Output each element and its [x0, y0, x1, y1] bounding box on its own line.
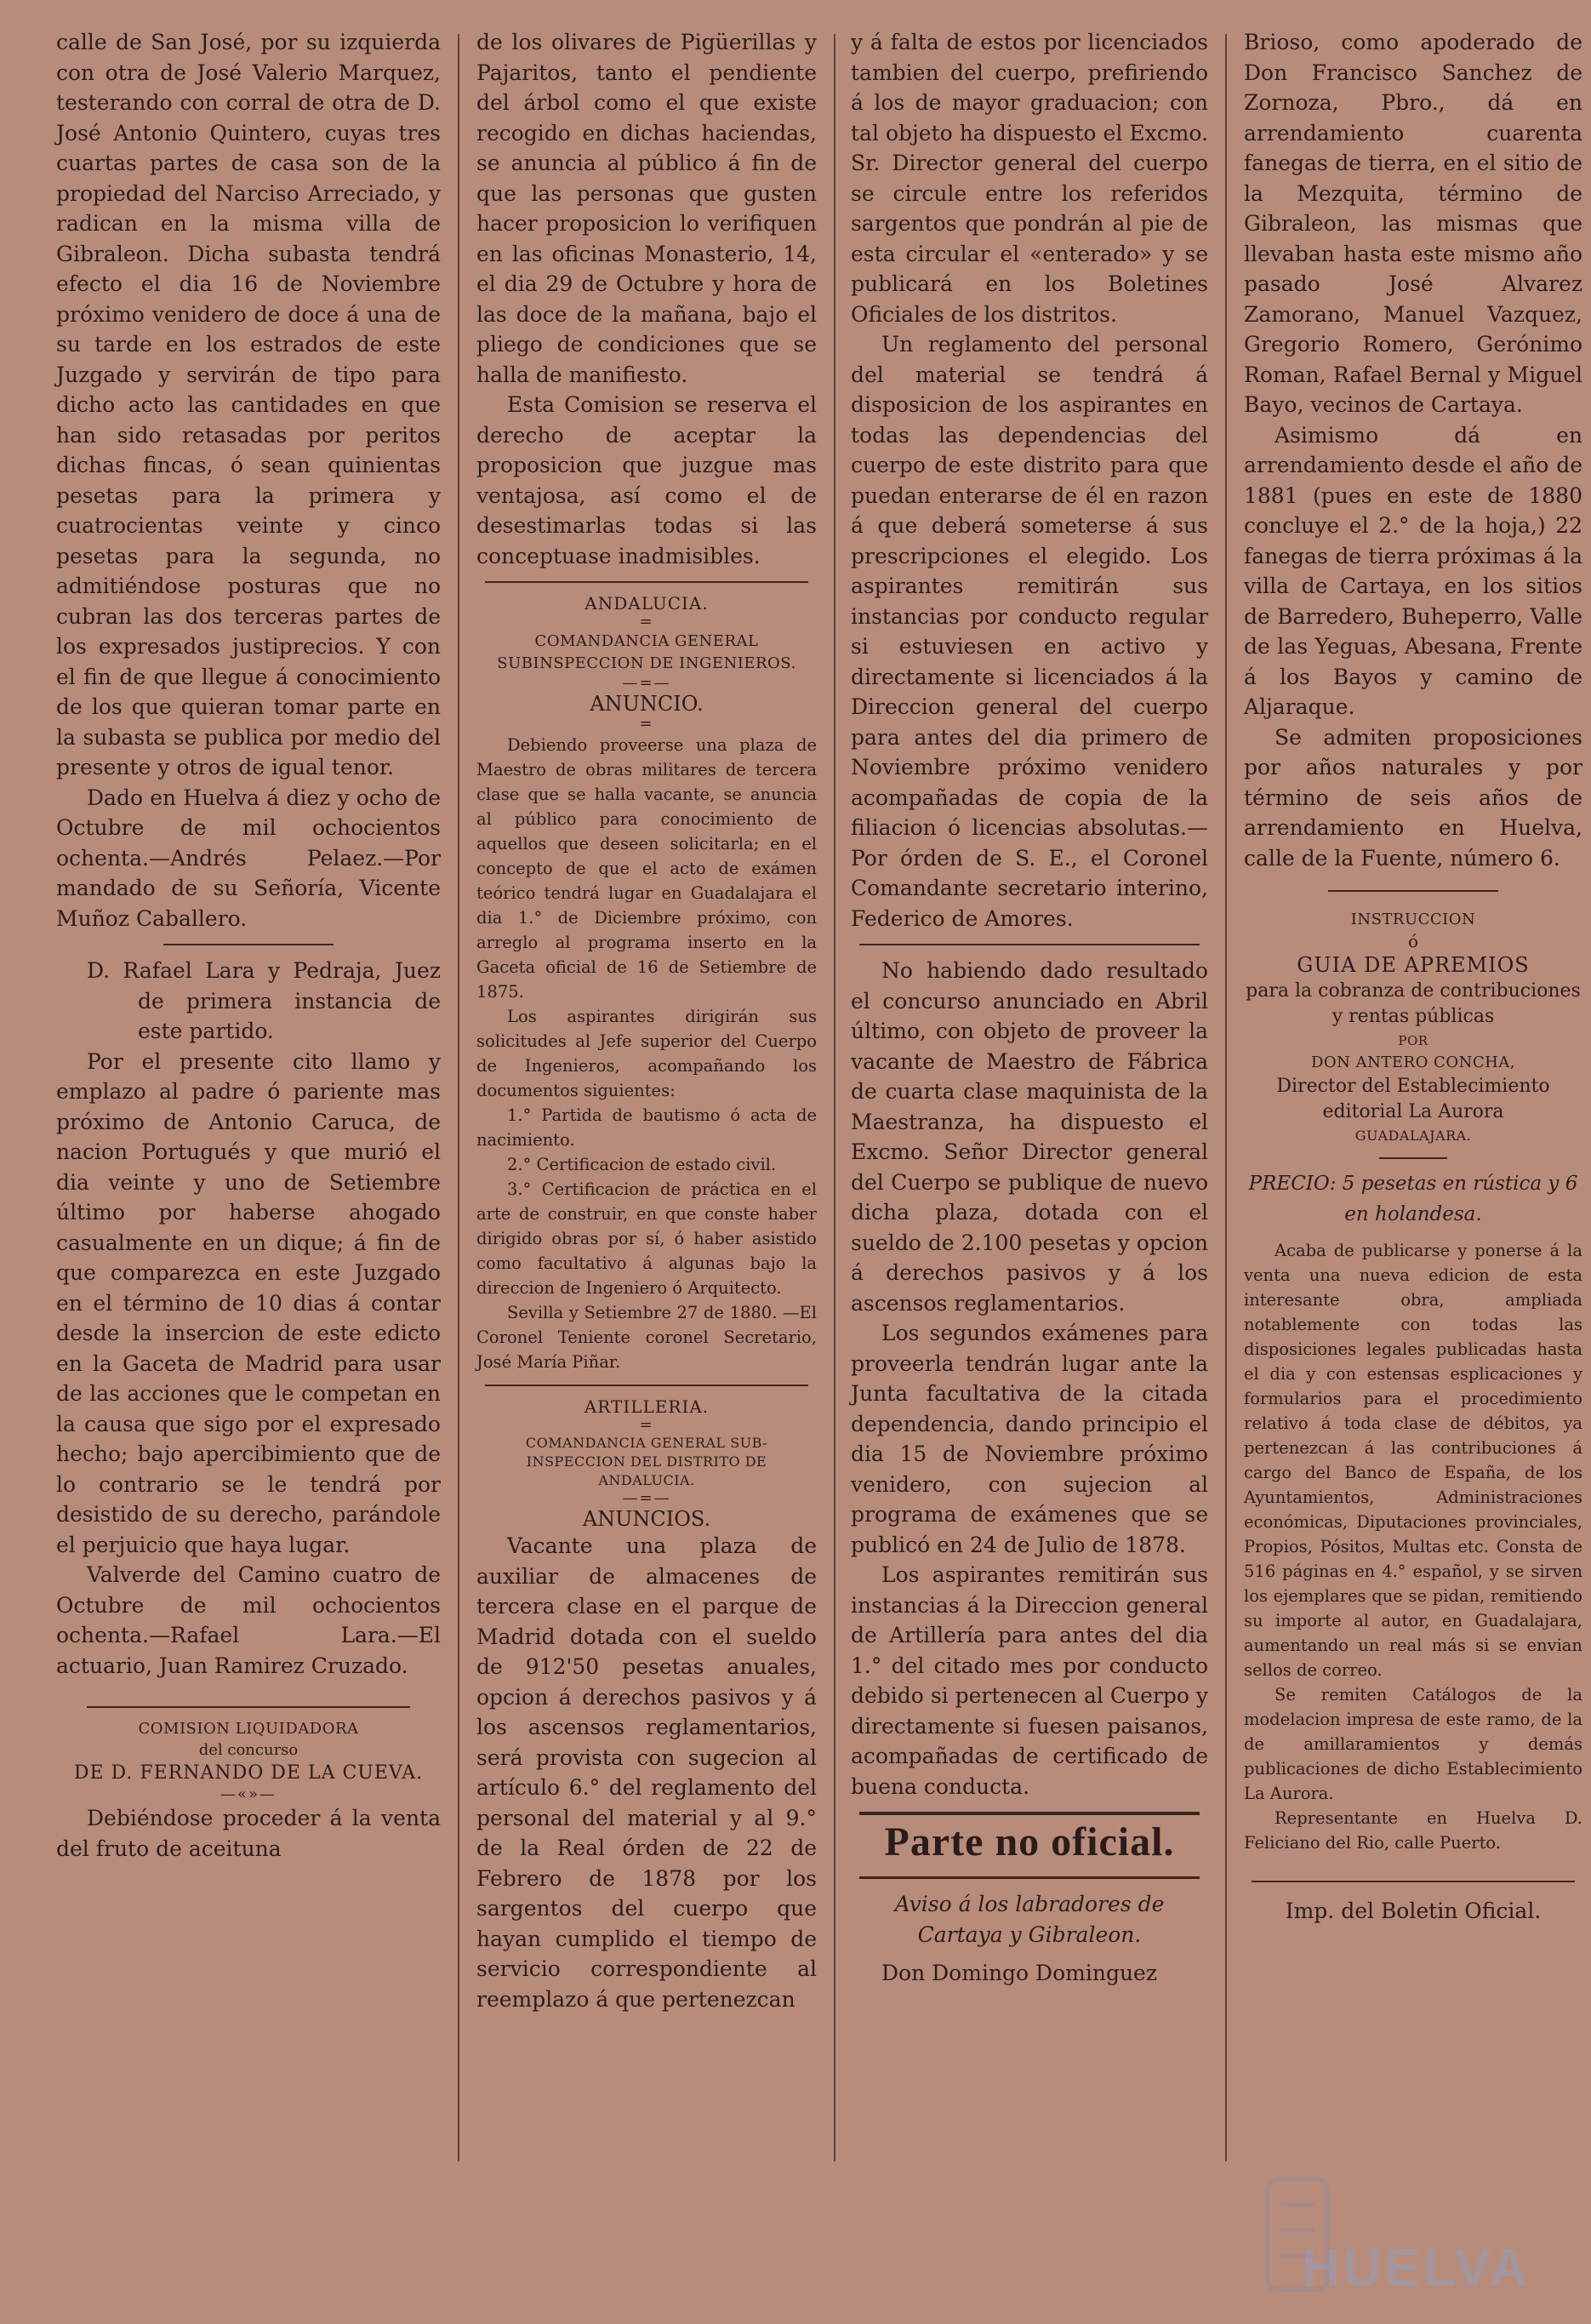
col4-text: Representante en Huelva D. Feliciano del Rio, calle Puerto. [1244, 1808, 1582, 1853]
divider [1328, 890, 1498, 892]
divider [163, 944, 334, 945]
divider [1379, 1157, 1447, 1159]
price: PRECIO: 5 pesetas en rústica y 6 en holandesa. [1248, 1173, 1578, 1225]
heading: para la cobranza de contribuciones y rentas públicas [1246, 980, 1581, 1027]
heading: ARTILLERIA. [584, 1396, 710, 1417]
col2-text: Vacante una plaza de auxiliar de almacenes de tercera clase en el parque de Madrid dotada con el sueldo de 912'50 pesetas anuales, opcion á derechos pasivos y á los ascensos reglamentarios, será provista con sugecion al artículo 6.° del reglamento del personal del material y al 9.° de la Real órden de 22 de Febrero de 1878 por los sargentos del cuerpo que hayan cumplido el tiempo de servicio correspondiente al reemplazo á que pertenezcan [476, 1533, 817, 2012]
col2-text: Esta Comision se reserva el derecho de aceptar la proposicion que juzgue mas ventajosa, así como el de desestimarlas todas si las conceptuase inadmisibles. [476, 392, 817, 568]
heading: Director del Establecimiento editorial La Aurora [1276, 1076, 1550, 1122]
divider [859, 944, 1200, 945]
divider [859, 1876, 1200, 1879]
printer-imprint: Imp. del Boletin Oficial. [1285, 1899, 1542, 1923]
col4-text: Acaba de publicarse y ponerse á la venta una nueva edicion de esta interesante obra, ampliada notablemente con todas las disposiciones legales publicadas hasta el dia y con estensas esplicaciones y formularios para el procedimiento relativo á toda clase de débitos, ya pertenezcan á las contribuciones á cargo del Banco de España, de los Ayuntamientos, Administraciones económicas, Diputaciones provinciales, Propios, Pósitos, Multas etc. Consta de 516 páginas en 4.° español, y se sirven los ejemplares que se pidan, remitiendo su importe al autor, en Guadalajara, aumentando un real más si se envian sellos de correo. [1244, 1241, 1582, 1680]
heading: INSTRUCCION [1350, 911, 1476, 928]
list-item: 3.° Certificacion de práctica en el arte de construir, en que conste haber dirigido obras por sí, ó haber asistido como facultativo á algunas bajo la direccion de Ingeniero ó Arquitecto. [476, 1179, 817, 1298]
col3-text: Los segundos exámenes para proveerla tendrán lugar ante la Junta facultativa de la citada dependencia, dando principio el dia 15 de Noviembre próximo venidero, con sujecion al programa de exámenes que se publicó en 24 de Julio de 1878. [851, 1321, 1208, 1557]
col1-text: Debiéndose proceder á la venta del fruto de aceituna [56, 1806, 441, 1861]
col4-text: Brioso, como apoderado de Don Francisco Sanchez de Zornoza, Pbro., dá en arrendamiento cuarenta fanegas de tierra, en el sitio de la Mezquita, término de Gibraleon, las mismas que llevaban hasta este mismo año pasado José Alvarez Zamorano, Manuel Vazquez, Gregorio Romero, Gerónimo Roman, Rafael Bernal y Miguel Bayo, vecinos de Cartaya. [1244, 30, 1582, 417]
section-title: Parte no oficial. [884, 1819, 1175, 1864]
list-item: 1.° Partida de bautismo ó acta de nacimiento. [476, 1105, 817, 1150]
separator: = [639, 1416, 654, 1434]
col4-text: Asimismo dá en arrendamiento desde el año de 1881 (pues en este de 1880 concluye el 2.° de la hoja,) 22 fanegas de tierra próximas á la villa de Cartaya, en los sitios de Barredero, Buheperro, Valle de las Yeguas, Abesana, Frente á los Bayos y camino de Aljaraque. [1244, 422, 1582, 719]
column-rule [458, 34, 459, 2161]
divider [87, 1706, 410, 1708]
column-rule [1225, 34, 1227, 2161]
col3-text: Los aspirantes remitirán sus instancias á la Direccion general de Artillería para antes del dia 1.° del citado mes por conducto debido si pertenecen al Cuerpo y directamente si fuesen paisanos, acompañadas de certificado de buena conducta. [851, 1562, 1208, 1799]
divider [1252, 1881, 1575, 1882]
separator: = [639, 715, 654, 733]
heading: POR [1398, 1033, 1428, 1048]
col3-text: No habiendo dado resultado el concurso anunciado en Abril último, con objeto de proveer la vacante de Maestro de Fábrica de cuarta clase maquinista de la Maestranza, ha dispuesto el Excmo. Señor Director general del Cuerpo se publique de nuevo dicha plaza, dotada con el sueldo de 2.100 pesetas y opcion á derechos pasivos y á los ascensos reglamentarios. [851, 958, 1208, 1316]
column-4 [1244, 27, 1582, 1927]
heading: ANUNCIOS. [582, 1507, 711, 1531]
column-2 [476, 27, 817, 2014]
heading: ANUNCIO. [590, 692, 704, 716]
col2-text: Debiendo proveerse una plaza de Maestro de obras militares de tercera clase que se halla vacante, se anuncia al público para conocimiento de aquellos que deseen solicitarla; en el concepto de que el acto de exámen teórico tendrá lugar en Guadalajara el dia 1.° de Diciembre próximo, con arreglo al programa inserto en la Gaceta oficial de 16 de Setiembre de 1875. [476, 735, 817, 1002]
col3-text: Un reglamento del personal del material se tendrá á disposicion de los aspirantes en todas las dependencias del cuerpo de este distrito para que puedan enterarse de él en razon á que deberá someterse á sus prescripciones el elegido. Los aspirantes remitirán sus instancias por conducto regular si estuviesen en activo y directamente si licenciados á la Direccion general del cuerpo para antes del dia primero de Noviembre próximo venidero acompañadas de copia de la filiacion ó licencias absolutas.—Por órden de S. E., el Coronel Comandante secretario interino, Federico de Amores. [851, 332, 1208, 931]
list-item: 2.° Certificacion de estado civil. [507, 1155, 777, 1174]
col2-text: Sevilla y Setiembre 27 de 1880. —El Coronel Teniente coronel Secretario, José María Piñar. [476, 1303, 817, 1372]
separator: = [639, 613, 654, 631]
heading: DON ANTERO CONCHA, [1310, 1054, 1516, 1071]
heading: D. Rafael Lara y Pedraja, Juez de primera instancia de este partido. [87, 958, 441, 1043]
col4-text: Se remiten Catálogos de la modelacion impresa de este ramo, de la de amillaramientos y demás publicaciones de dicho Establecimiento La Aurora. [1244, 1685, 1582, 1803]
heading: ó [1407, 931, 1419, 951]
heading: COMANDANCIA GENERAL SUBINSPECCION DE INGENIEROS. [497, 632, 796, 672]
divider [485, 1385, 808, 1386]
col4-text: Se admiten proposiciones por años naturales y por término de seis años de arrendamiento en Huelva, calle de la Fuente, número 6. [1244, 724, 1582, 871]
heading: del concurso [198, 1741, 299, 1759]
col3-text: y á falta de estos por licenciados tambien del cuerpo, prefiriendo á los de mayor graduacion; con tal objeto ha dispuesto el Excmo. Sr. Director general del cuerpo se circule entre los referidos sargentos que pondrán al pie de esta circular el «enterado» y se publicará en los Boletines Oficiales de los distritos. [851, 30, 1208, 327]
column-3 [851, 27, 1208, 1989]
heading: ANDALUCIA. [585, 593, 709, 614]
separator: —«»— [220, 1785, 277, 1803]
col2-text: de los olivares de Pigüerillas y Pajaritos, tanto el pendiente del árbol como el que existe recogido en dichas haciendas, se anuncia al público á fin de que las personas que gusten hacer proposicion lo verifiquen en las oficinas Monasterio, 14, el dia 29 de Octubre y hora de las doce de la mañana, bajo el pliego de condiciones que se halla de manifiesto. [476, 30, 817, 387]
divider [859, 1812, 1200, 1815]
col1-text: calle de San José, por su izquierda con otra de José Valerio Marquez, testerando con corral de otra de D. José Antonio Quintero, cuyas tres cuartas partes de casa son de la propiedad del Narciso Arreciado, y radican en la misma villa de Gibraleon. Dicha subasta tendrá efecto el dia 16 de Noviembre próximo venidero de doce á una de su tarde en los estrados de este Juzgado y servirán de tipo para dicho acto las cantidades en que han sido retasadas por peritos dichas fincas, ó sean quinientas pesetas para la primera y cuatrocientas veinte y cinco pesetas para la segunda, no admitiéndose posturas que no cubran las dos terceras partes de los expresados justiprecios. Y con el fin de que llegue á conocimiento de los que quieran tomar parte en la subasta se publica por medio del presente y otros de igual tenor. [56, 30, 441, 779]
watermark: HUELVA [1302, 2239, 1531, 2298]
col1-text: Dado en Huelva á diez y ocho de Octubre de mil ochocientos ochenta.—Andrés Pelaez.—Por mandado de su Señoría, Vicente Muñoz Caballero. [56, 785, 441, 931]
column-1 [56, 27, 441, 1864]
heading: GUADALAJARA. [1354, 1128, 1472, 1144]
heading: COMISION LIQUIDADORA [138, 1720, 359, 1738]
heading: COMANDANCIA GENERAL SUB-INSPECCION DEL DISTRITO DE ANDALUCIA. [525, 1435, 768, 1488]
separator: —=— [622, 1489, 671, 1507]
col2-text: Los aspirantes dirigirán sus solicitudes al Jefe superior del Cuerpo de Ingenieros, acompañando los documentos siguientes: [476, 1007, 817, 1100]
col1-text: Por el presente cito llamo y emplazo al padre ó pariente mas próximo de Antonio Caruca, de nacion Portugués y que murió el dia veinte y uno de Setiembre último por haberse ahogado casualmente en un dique; á fin de que comparezca en este Juzgado en el término de 10 dias á contar desde la insercion de este edicto en la Gaceta de Madrid para usar de las acciones que le competan en la causa que sigo por el expresado hecho; bajo apercibimiento que de lo contrario se le tendrá por desistido de su derecho, parándole el perjuicio que haya lugar. [56, 1048, 441, 1557]
heading: Aviso á los labradores de Cartaya y Gibraleon. [894, 1892, 1165, 1947]
col1-text: Valverde del Camino cuatro de Octubre de mil ochocientos ochenta.—Rafael Lara.—El actuario, Juan Ramirez Cruzado. [56, 1562, 441, 1678]
separator: —=— [622, 674, 671, 692]
heading: DE D. FERNANDO DE LA CUEVA. [73, 1762, 424, 1784]
column-rule [834, 34, 835, 2161]
heading: GUIA DE APREMIOS [1297, 953, 1530, 977]
col3-text: Don Domingo Dominguez [881, 1961, 1158, 1985]
divider [485, 581, 808, 583]
